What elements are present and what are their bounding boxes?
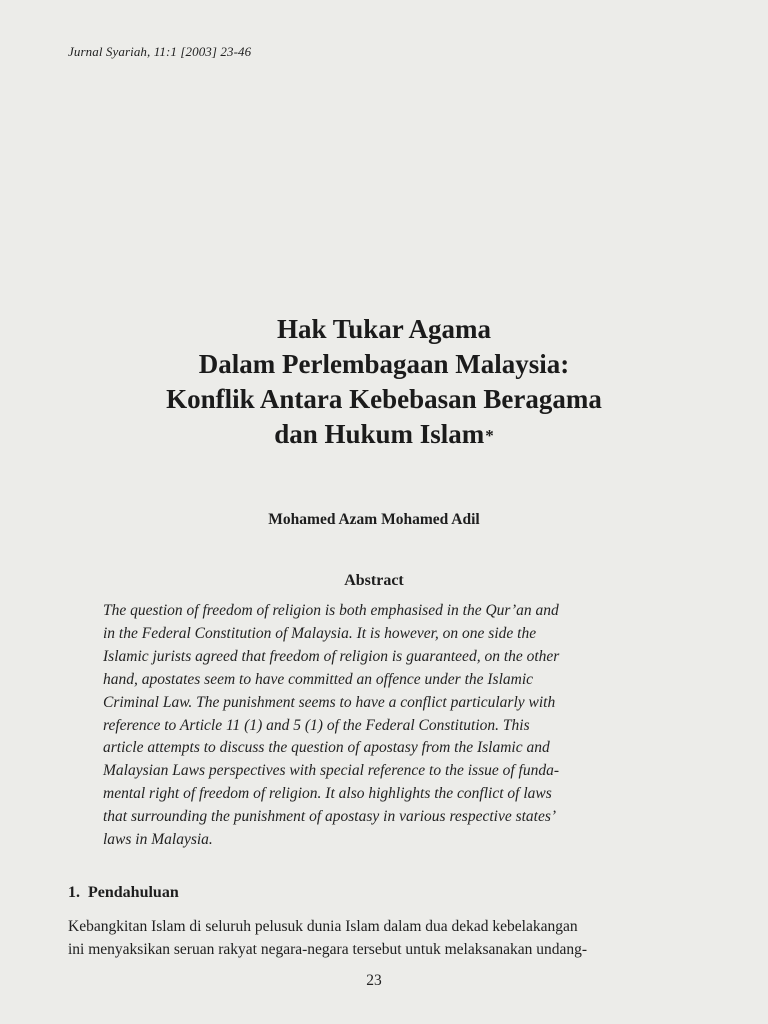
body-line: Kebangkitan Islam di seluruh pelusuk dunia Islam dalam dua dekad kebelakangan <box>68 918 578 935</box>
title-line-4 <box>0 417 768 453</box>
author-name: Mohamed Azam Mohamed Adil <box>268 511 480 528</box>
title-line-1: Hak Tukar Agama <box>276 314 492 344</box>
abstract-line: The question of freedom of religion is both emphasised in the Qur’an and <box>103 602 559 619</box>
abstract-line: reference to Article 11 (1) and 5 (1) of the Federal Constitution. This <box>103 716 530 734</box>
abstract-line: laws in Malaysia. <box>103 831 213 849</box>
article-title <box>0 312 768 453</box>
abstract-line: Malaysian Laws perspectives with special reference to the issue of funda- <box>103 762 560 780</box>
section-title: Pendahuluan <box>88 884 179 901</box>
abstract-line: article attempts to discuss the question of apostasy from the Islamic and <box>103 739 550 757</box>
footnote-marker: * <box>485 426 494 445</box>
title-line-2: Dalam Perlembagaan Malaysia: <box>198 349 570 379</box>
abstract-line: Criminal Law. The punishment seems to have a conflict particularly with <box>103 693 556 711</box>
abstract-line: mental right of freedom of religion. It also highlights the conflict of laws <box>103 785 552 803</box>
abstract-line: that surrounding the punishment of apostasy in various respective states’ <box>103 808 557 826</box>
page-number: 23 <box>366 972 382 989</box>
abstract-line: hand, apostates seem to have committed an offence under the Islamic <box>103 670 534 688</box>
body-line: ini menyaksikan seruan rakyat negara-negara tersebut untuk melaksanakan undang- <box>68 940 588 958</box>
title-line-3: Konflik Antara Kebebasan Beragama <box>166 384 602 414</box>
abstract-line: in the Federal Constitution of Malaysia. It is however, on one side the <box>103 624 537 642</box>
abstract-line: Islamic jurists agreed that freedom of religion is guaranteed, on the other <box>103 647 560 665</box>
abstract-heading: Abstract <box>344 572 404 589</box>
abstract-body <box>103 600 663 852</box>
section-body <box>68 916 688 961</box>
section-heading <box>68 884 179 902</box>
title-line-4-text: dan Hukum Islam <box>274 419 485 449</box>
running-head: Jurnal Syariah, 11:1 [2003] 23-46 <box>68 44 252 59</box>
section-number: 1. <box>68 884 80 901</box>
